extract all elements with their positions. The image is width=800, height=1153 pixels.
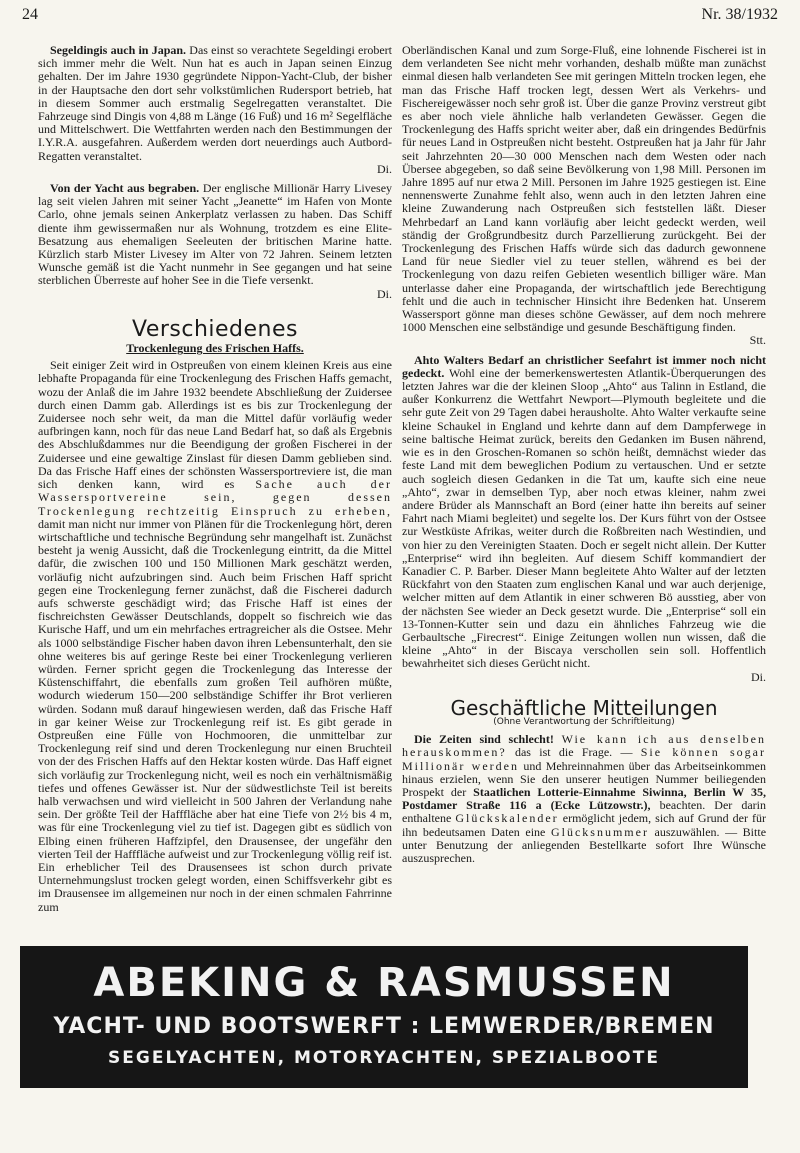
article-japan	[38, 44, 392, 176]
article-haff-spaced-1: Sache auch der Wassersportvereine sein, gegen dessen Trockenlegung rechtzeitig Einspruch zu erheben,	[38, 477, 392, 518]
section-title-verschiedenes: Verschiedenes	[131, 316, 298, 342]
mitteilung-spaced-4: Glücksnummer	[550, 824, 649, 839]
article-ahto-text: Wohl eine der bemerkenswertesten Atlantik-Überquerungen des letzten Jahres war die der kleinen Sloop „Ahto“ aus Talinn in Estland, die außer Konkurrenz die Wettfahrt Newport—Plymouth begleitete und die sehr gute Zeit von 29 Tagen dabei herausholte. Ahto Walter verkaufte seine kleine Schaukel in England und kehrte dann auf dem Dampferwege in seine baltische Heimat zurück, bereits den Gedanken im Busen nährend, wie es in den Groschen-Romanen so schön heißt, demnächst wieder das feste Land mit dem beweglichen Podium zu vertauschen. Und er setzte auch sogleich diesen Gedanken in die Tat um, kaufte sich eine neue „Ahto“, zwar in demselben Typ, aber noch etwas kleiner, nahm zwei andere Brüder als Mannschaft an Bord (einer hatte ihn bereits auf seiner Fahrt nach Miami begleitet) und segelte los. Der Kurs führt von der Ostsee zur Westküste Afrikas, weiter durch die Roßbreiten nach Westindien, und von hier zu den Vereinigten Staaten. Doch er segelt nicht allein. Der Kutter „Enterprise“ wird ihn begleiten. Auf diesem Schiff kommandiert der Kanadier C. P. Barber. Dieser Mann begleitete Ahto Walter auf der letzten Rückfahrt von den Staaten zum englischen Kanal und war auch derjenige, welcher mitten auf dem Atlantik in einer schweren Bö ausstieg, aber von der nächsten See wieder an Deck gesetzt wurde. Die „Enterprise“ soll ein 13-Tonnen-Kutter sein und dazu ein ähnliches Fahrzeug wie die Gerbaultsche „Firecrest“. Einige Zeitungen wollen nun wissen, daß die kleine „Ahto“ in der Biscaya verschollen sein soll. Hoffentlich bewahrheitet sich dieses Gerücht nicht.	[402, 365, 766, 671]
article-haff-title: Trockenlegung des Frischen Haffs.	[126, 341, 304, 356]
ad-company-name: ABEKING & RASMUSSEN	[93, 960, 675, 1006]
section-title-mitteilungen: Geschäftliche Mitteilungen	[450, 695, 718, 720]
article-haff-text-1: Seit einiger Zeit wird in Ostpreußen von einem kleinen Kreis aus eine lebhafte Propaganda für eine Trockenlegung des Frischen Haffs gemacht, wozu der Anlaß die im Jahre 1932 beendete Abschließung der Zuidersee durch einen Damm gab. Allerdings ist es bis zur Trockenlegung der Zuidersee noch sehr weit, da man die Mittel dafür vorläufig weder aufbringen kann, noch für das neue Land Bedarf hat, so daß als Ergebnis des Abschlußdammes nur die Beendigung der großen Fischerei in der Zuidersee und eine gewaltige Zinslast für diesen Damm geblieben sind. Da das Frische Haff eines der schönsten Wassersportreviere ist, die man sich denken kann, wird es	[38, 358, 392, 492]
advertisement-banner	[20, 946, 748, 1088]
mitteilung-text-1: das ist die Frage. —	[514, 745, 633, 760]
mitteilung-spaced-3: Glückskalender	[455, 811, 559, 826]
article-yacht-text: Der englische Millionär Harry Livesey lag seit vielen Jahren mit seiner Yacht „Jeanette“ im Hafen von Monte Carlo, ohne jemals seinen Ankerplatz verlassen zu haben. Das Schiff diente ihm gewissermaßen nur als Wohnung, trotzdem es eine Elite-Besatzung aus ehemaligen Seeleuten der britischen Marine hatte. Kürzlich starb Mister Livesey im Alter von 72 Jahren. Seinem letzten Wunsche gemäß ist die Yacht nunmehr in See gegangen und hat seine sterblichen Überreste auf hoher See in die Tiefe versenkt.	[38, 181, 393, 288]
article-mitteilung	[402, 733, 766, 865]
mitteilung-lead: Die Zeiten sind schlecht!	[414, 732, 554, 747]
left-column	[38, 44, 392, 920]
article-yacht-lead: Von der Yacht aus begraben.	[50, 181, 200, 196]
article-haff-text-2: damit man nicht nur immer von Plänen für die Trockenlegung hört, deren wirtschaftliche und technische Begründung sehr mangelhaft ist. Zunächst besteht ja wenig Aussicht, daß die Trockenlegung eintritt, da die Mittel dafür, die zwischen 100 und 150 Millionen Mark geschätzt werden, vorläufig nicht aufzubringen sind. Auch beim Frischen Haff spricht gegen eine Trockenlegung ferner zunächst, daß die Fischerei dadurch aufs schwerste geschädigt wird; das Frische Haff ist eines der fischreichsten Gewässer Deutschlands, doppelt so fischreich wie das Kurische Haff, und um ein mehrfaches ertragreicher als die Ostsee. Mehr als 1000 selbständige Fischer haben davon ihren Lebensunterhalt, den sie ohne weiteres bis auf geringe Reste bei einer Trockenlegung verlieren würden. Ferner spricht gegen die Trockenlegung das Interesse der Küstenschiffahrt, die ebenfalls zum großen Teil aufhören müßte, wodurch wiederum 150—200 selbständige Schiffer ihr Brot verlieren würden. Sodann muß darauf hingewiesen werden, daß das Frische Haff in gar keiner Weise zur Trockenlegung reif ist. Es gibt gerade in Ostpreußen eine Fülle von Hochmooren, die unmittelbar zur Trockenlegung reif sind und deren Trockenlegung nur einen Bruchteil von der des Frischen Haffs auf den Hektar kosten würde. Das Haff eignet sich vorläufig zur Trockenlegung nicht, weil es noch ein verhältnismäßig tiefes und offenes Gewässer ist. Nur der südwestlichste Teil ist bereits halb verwachsen und wird vielleicht in 500 Jahren der Verlandung nahe sein. Der größte Teil der Hafffläche aber hat eine Tiefe von 2½ bis 4 m, was für eine Trockenlegung viel zu tief ist. Dagegen gibt es südlich von Elbing einen früheren Haffzipfel, den Drausensee, der ungefähr den vierten Teil der Hafffläche aufweist und zur Trockenlegung völlig reif ist. Ein erheblicher Teil des Drausensees ist schon durch private Unternehmungslust trocken gelegt worden, einen Schiffsverkehr gibt es im Drausensee im allgemeinen nur noch in der einen schmalen Fahrrinne zum	[38, 516, 392, 914]
article-haff-continued-text: Oberländischen Kanal und zum Sorge-Fluß, eine lohnende Fischerei ist in dem verlandeten See nicht mehr vorhanden, deshalb müßte man zunächst einmal diesen halb verlandeten See mit geringen Mitteln trocken legen, ehe man das Frische Haff trocken legt, dessen Wert als Verkehrs- und Fischereigewässer noch sehr groß ist. Über die ganze Provinz verstreut gibt es aber noch viele ähnliche halb verlandeten Gewässer. Gegen die Trockenlegung des Haffs spricht weiter aber, daß ein dringendes Bedürfnis für neues Land in Ostpreußen nicht besteht. Ostpreußen hat ja Jahr für Jahr seit Jahrzehnten 20—30 000 Menschen nach dem Westen oder nach Übersee abgegeben, so daß seine Bevölkerung von 1,98 Mill. Personen im Jahre 1895 auf nur etwa 2 Mill. Personen im Jahre 1925 gestiegen ist. Eine nennenswerte Zunahme fehlt also, wenn auch in den letzten Jahren eine kleine Zuwanderung nach Ostpreußen sich feststellen läßt. Dieser Mehrbedarf an Land kann vorläufig aber leicht gedeckt werden, weil ständig der Großgrundbesitz durch Parzellierung zurückgeht. Bei der Trockenlegung des Frischen Haffs würde sich das dadurch gewonnene Land für neue Siedler viel zu teuer stellen, während es bei der Trockenlegung von dazu reifen Gebieten wesentlich billiger wäre. Man unterlasse daher eine Propaganda, der wirtschaftlich jede Berechtigung fehlt und die auch in technischer Hinsicht ihre Bedenken hat. Unserem Wassersport gönne man dieses schöne Gewässer, auf dem noch mehrere 1000 Menschen eine selbständige und gesunde Beschäftigung finden.	[402, 43, 766, 335]
mitteilung-bold-1: Staatlichen Lotterie-Einnahme Siwinna, Berlin W 35, Postdamer Straße 116 a (Ecke Lützowstr.),	[402, 784, 766, 813]
article-ahto-lead: Ahto Walters Bedarf an christlicher Seefahrt ist immer noch nicht gedeckt.	[402, 352, 766, 380]
ad-products: SEGELYACHTEN, MOTORYACHTEN, SPEZIALBOOTE	[108, 1048, 660, 1068]
ad-tagline: YACHT- UND BOOTSWERFT : LEMWERDER/BREMEN	[53, 1014, 715, 1039]
page-number: 24	[22, 6, 38, 23]
article-japan-lead: Segeldingis auch in Japan.	[50, 43, 187, 57]
article-haff	[38, 359, 392, 914]
article-yacht	[38, 182, 392, 301]
article-ahto-signature: Di.	[751, 669, 766, 684]
mitteilung-text-4: ermöglicht jedem, sich auf Grund der für ihn bedeutsamen Daten eine	[402, 811, 767, 839]
article-yacht-signature: Di.	[377, 286, 392, 301]
mitteilung-spaced-1: Wie kann ich aus denselben herauskommen?	[402, 732, 766, 760]
mitteilung-text-3: beachten. Der darin enthaltene	[402, 798, 766, 826]
issue-number: Nr. 38/1932	[701, 6, 778, 23]
mitteilung-text-2: und Mehreinnahmen über das Arbeitseinkommen hinaus erzielen, wenn Sie den unserer heutigen Nummer beiliegenden Prospekt der	[402, 758, 766, 799]
section-subtitle-mitteilungen: (Ohne Verantwortung der Schriftleitung)	[493, 716, 675, 727]
article-ahto	[402, 354, 766, 684]
article-haff-continued	[402, 44, 766, 348]
page-header	[22, 6, 778, 26]
mitteilung-text-5: auszuwählen. — Bitte unter Benutzung der anliegenden Bestellkarte sofort Ihre Wünsche auszusprechen.	[402, 824, 767, 865]
article-japan-signature: Di.	[377, 161, 392, 176]
right-column	[402, 44, 766, 871]
article-haff-signature: Stt.	[749, 333, 766, 348]
mitteilung-spaced-2: Sie können sogar Millionär werden	[402, 745, 766, 773]
article-japan-text: Das einst so verachtete Segeldingi erobert sich immer mehr die Welt. Nun hat es auch in Japan seinen Einzug gehalten. Der im Jahre 1930 gegründete Nippon-Yacht-Club, der bisher in der Hauptsache den dort sehr volkstümlichen Rudersport betrieb, hat in diesem Sommer auch erstmalig Segelregatten veranstaltet. Die Fahrzeuge sind Dingis von 4,88 m Länge (16 Fuß) und 16 m² Segelfläche und Mittelschwert. Die Wettfahrten werden nach den Bestimmungen der I.Y.R.A. ausgefahren. Außerdem werden dort neuerdings auch Autbord-Regatten veranstaltet.	[38, 43, 392, 163]
